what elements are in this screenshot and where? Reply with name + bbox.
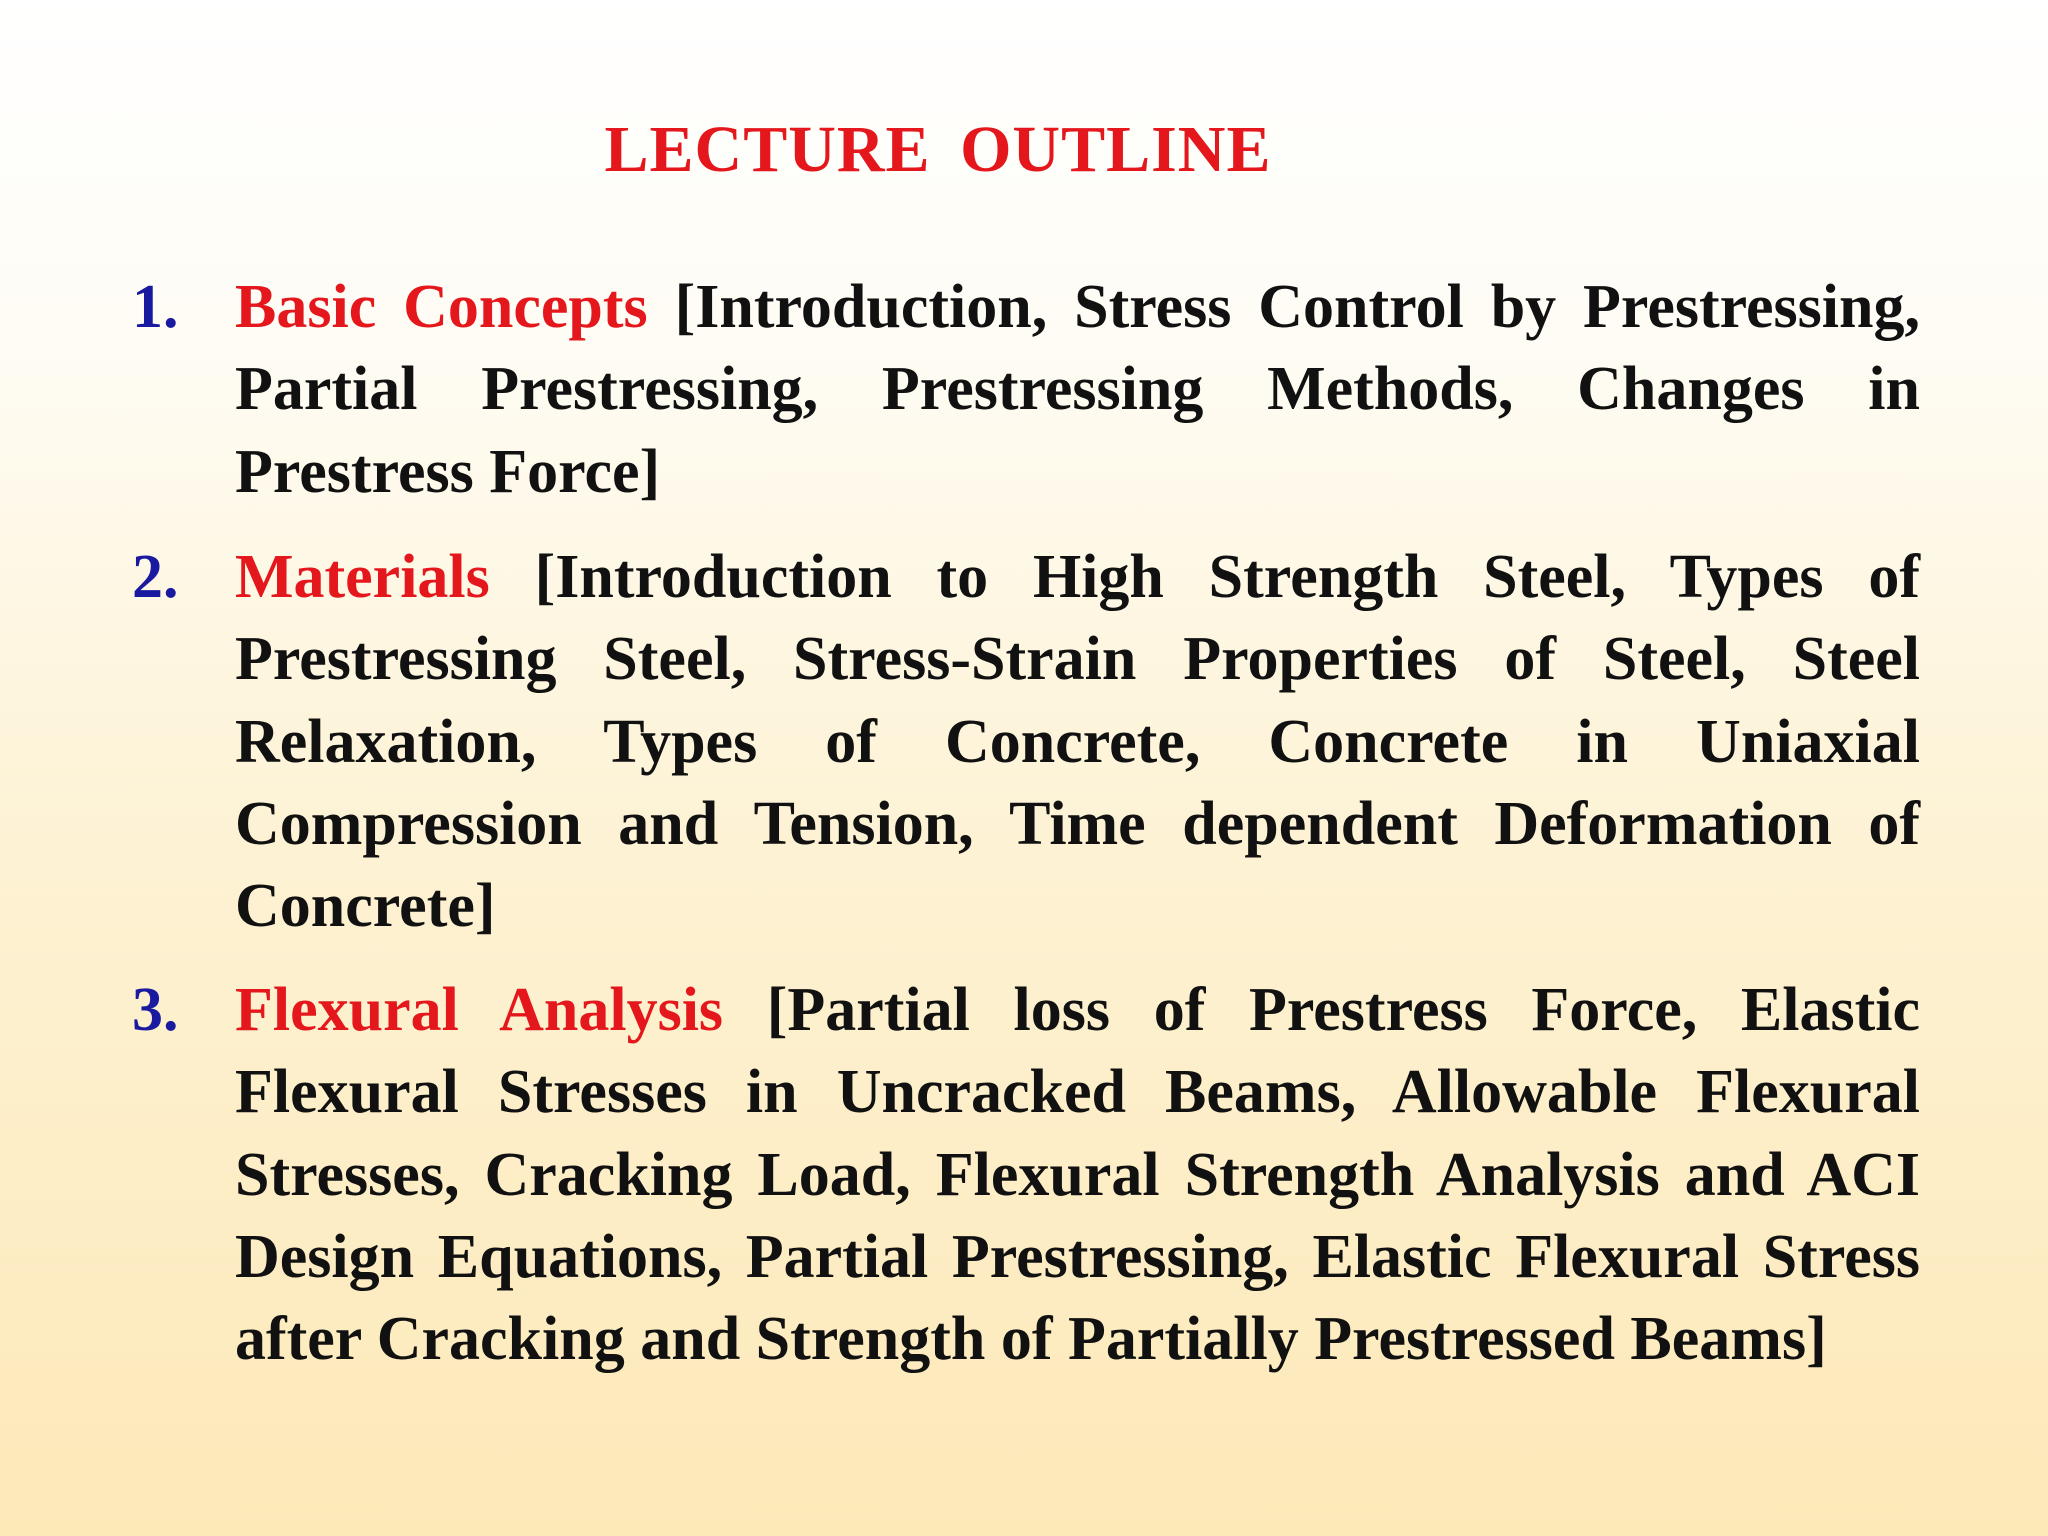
item-heading: Basic Concepts bbox=[235, 273, 648, 341]
item-details: [Introduction, Stress Control by Prestressing, Partial Prestressing, Prestressing Methods, Changes in Prestress Force] bbox=[235, 273, 1921, 506]
item-details: [Partial loss of Prestress Force, Elastic Flexural Stresses in Uncracked Beams, Allowable Flexural Stresses, Cracking Load, Flexural Strength Analysis and ACI Design Equations, Partial Prestressing, Elastic Flexural Stress after Cracking and Strength of Partially Prestressed Beams] bbox=[235, 976, 1920, 1374]
item-heading: Materials bbox=[235, 543, 490, 611]
outline-item-flexural-analysis bbox=[132, 969, 1920, 1380]
slide-title: LECTURE OUTLINE bbox=[604, 113, 1272, 186]
outline-item-basic-concepts bbox=[132, 266, 1921, 513]
outline-item-materials bbox=[132, 536, 1920, 947]
item-number: 1. bbox=[132, 273, 179, 341]
item-number: 3. bbox=[132, 976, 179, 1044]
item-details: [Introduction to High Strength Steel, Types of Prestressing Steel, Stress-Strain Properties of Steel, Steel Relaxation, Types of Concrete, Concrete in Uniaxial Compression and Tension, Time dependent Deformation of Concrete] bbox=[235, 543, 1920, 941]
item-number: 2. bbox=[132, 543, 179, 611]
item-heading: Flexural Analysis bbox=[235, 976, 724, 1044]
